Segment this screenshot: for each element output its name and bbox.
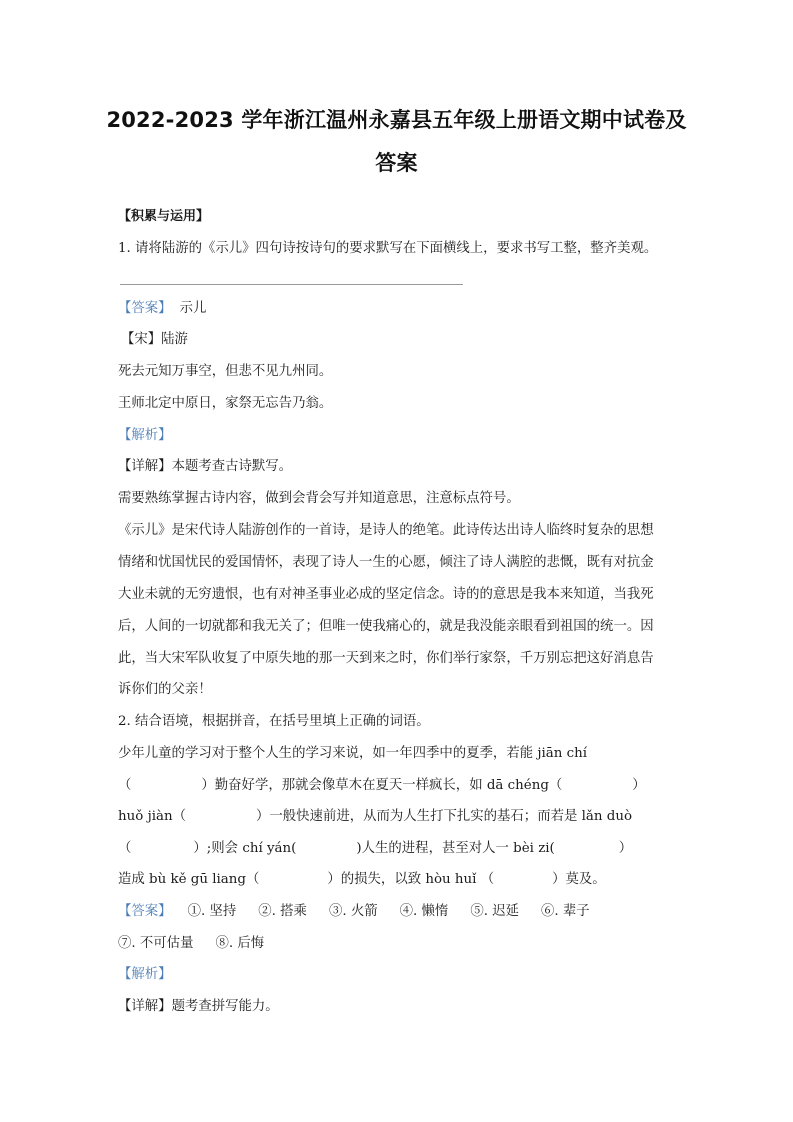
q1-para2-line: 大业未就的无穷遗恨，也有对神圣事业必成的坚定信念。诗的的意思是我本来知道，当我死 — [118, 587, 654, 602]
document-title-line1: 2022-2023 学年浙江温州永嘉县五年级上册语文期中试卷及 — [106, 108, 687, 132]
answer-label: 【答案】 — [118, 904, 172, 919]
q2-detail-row — [118, 998, 678, 1016]
document-title-line2: 答案 — [375, 151, 418, 175]
q2-prompt: 2. 结合语境，根据拼音，在括号里填上正确的词语。 — [118, 714, 430, 729]
q2-text: ）一般快速前进，从而为人生打下扎实的基石；而若是 lǎn duò — [256, 809, 633, 824]
open-paren: （ — [118, 778, 132, 793]
q2-answer-row-2 — [118, 935, 678, 953]
q2-text: ）;则会 chí yán( — [193, 841, 297, 856]
q2-text-line-5 — [118, 871, 678, 889]
q2-text: ）勤奋好学，那就会像草木在夏天一样疯长，如 dā chéng（ — [201, 778, 563, 793]
q1-para2-line: 《示儿》是宋代诗人陆游创作的一首诗，是诗人的绝笔。此诗传达出诗人临终时复杂的思想 — [118, 523, 654, 538]
answer-item-8: ⑧. 后悔 — [215, 936, 265, 951]
open-paren: （ — [118, 841, 132, 856]
q1-para2-line: 诉你们的父亲！ — [118, 682, 212, 697]
answer-item-1: ①. 坚持 — [187, 904, 237, 919]
q2-text: 造成 bù kě gū liang（ — [118, 872, 260, 887]
detail-text: 题考查拼写能力。 — [171, 999, 279, 1014]
q1-para2-line: 情绪和忧国忧民的爱国情怀，表现了诗人一生的心愿，倾注了诗人满腔的悲慨，既有对抗金 — [118, 555, 654, 570]
detail-text: 本题考查古诗默写。 — [171, 459, 293, 474]
answer-item-6: ⑥. 辈子 — [541, 904, 590, 919]
poem-line-1: 死去元知万事空，但悲不见九州同。 — [118, 364, 333, 379]
q2-answer-row — [118, 903, 678, 921]
analysis-label: 【解析】 — [118, 428, 172, 443]
q1-prompt: 1. 请将陆游的《示儿》四句诗按诗句的要求默写在下面横线上，要求书写工整，整齐美观。 — [118, 241, 658, 256]
q1-para1: 需要熟练掌握古诗内容，做到会背会写并知道意思，注意标点符号。 — [118, 491, 520, 506]
q2-text: ）莫及。 — [552, 872, 606, 887]
close-paren: ） — [618, 841, 633, 856]
answer-item-7: ⑦. 不可估量 — [118, 936, 194, 951]
q2-text-line-2 — [118, 777, 678, 795]
q2-text: ）的损失，以致 hòu huǐ （ — [327, 872, 495, 887]
detail-label: 【详解】 — [118, 459, 172, 474]
analysis-label: 【解析】 — [118, 967, 172, 982]
answer-poem-title: 示儿 — [179, 301, 207, 316]
section-heading: 【积累与运用】 — [118, 209, 210, 224]
answer-item-3: ③. 火箭 — [328, 904, 378, 919]
answer-item-2: ②. 搭乘 — [258, 904, 307, 919]
q1-detail-row — [118, 458, 678, 476]
answer-item-4: ④. 懒惰 — [399, 904, 449, 919]
q2-text: huǒ jiàn（ — [118, 809, 186, 824]
poem-line-2: 王师北定中原日，家祭无忘告乃翁。 — [118, 396, 333, 411]
poem-author: 【宋】陆游 — [121, 332, 188, 347]
q2-text: )人生的进程，甚至对人一 bèi zi( — [356, 841, 555, 856]
close-paren: ） — [632, 778, 646, 793]
q2-text-line-3 — [118, 808, 678, 826]
q1-para2-line: 后，人间的一切就都和我无关了；但唯一使我痛心的，就是我没能亲眼看到祖国的统一。因 — [118, 619, 654, 634]
answer-item-5: ⑤. 迟延 — [470, 904, 519, 919]
q2-text-line-1: 少年儿童的学习对于整个人生的学习来说，如一年四季中的夏季，若能 jiān chí — [118, 746, 588, 761]
q1-answer-row — [118, 300, 678, 318]
detail-label: 【详解】 — [118, 999, 172, 1014]
q2-text-line-4 — [118, 840, 678, 858]
q1-para2-line: 此，当大宋军队收复了中原失地的那一天到来之时，你们举行家祭，千万别忘把这好消息告 — [118, 651, 654, 666]
answer-blank-line — [120, 284, 463, 285]
answer-label: 【答案】 — [118, 301, 172, 316]
